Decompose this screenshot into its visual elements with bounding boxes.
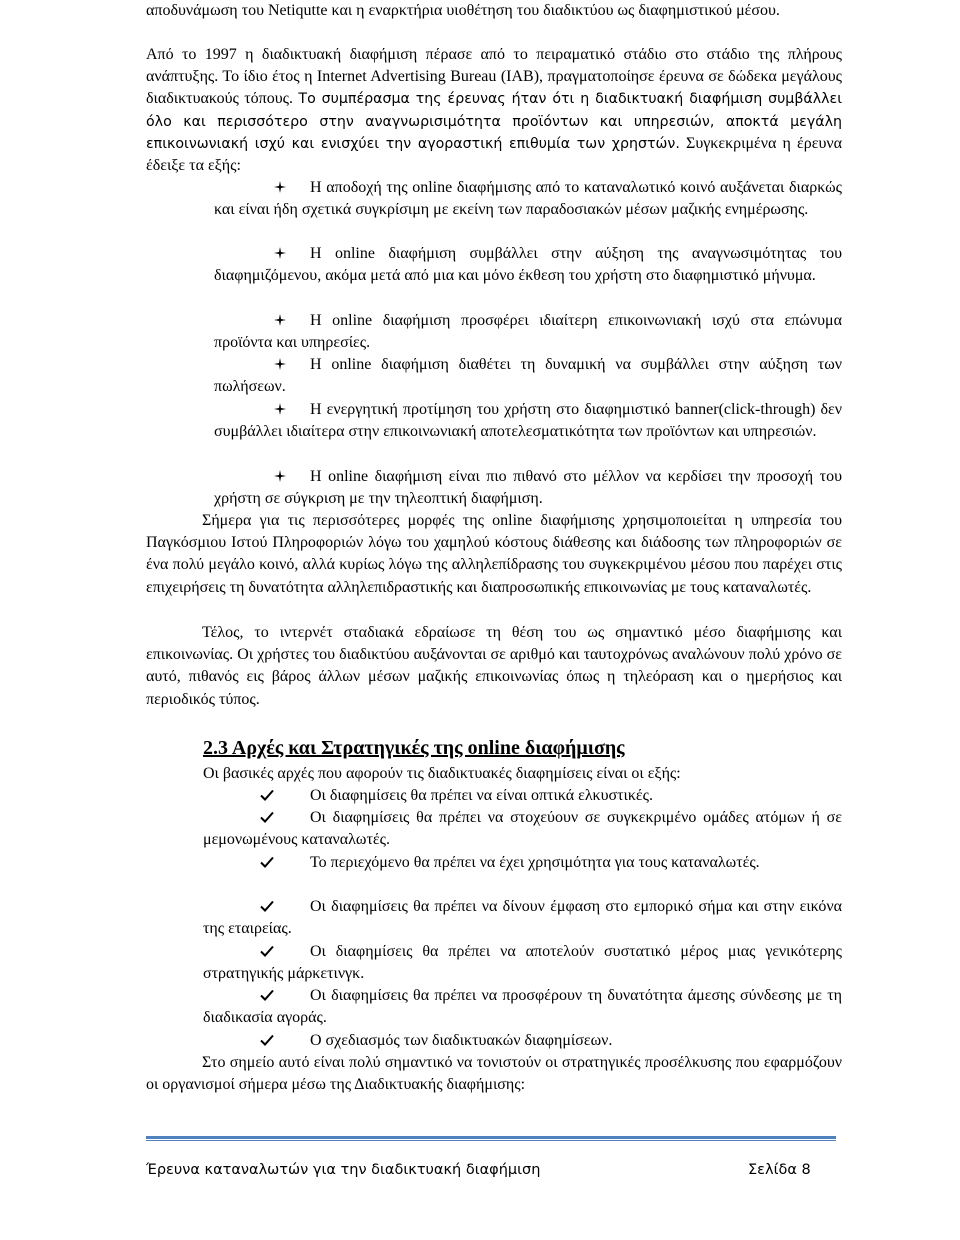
paragraph-iab [146, 44, 842, 177]
principle-item [203, 985, 842, 1029]
principle-item [203, 852, 842, 874]
section-heading: 2.3 Αρχές και Στρατηγικές της online διαφήμισης [203, 737, 625, 759]
finding-item [214, 177, 842, 221]
diamond-bullet-icon [274, 358, 286, 370]
checkmark-icon [260, 945, 274, 957]
checkmark-icon [260, 789, 274, 801]
paragraph-intro-continuation [146, 0, 842, 22]
paragraph-internet-medium [146, 622, 842, 711]
finding-item [214, 399, 842, 443]
paragraph-text: Στο σημείο αυτό είναι πολύ σημαντικό να τονιστούν οι στρατηγικές προσέλκυσης που εφαρμόζουν οι οργανισμοί σήμερα μέσω της Διαδικτυακής διαφήμισης: [146, 1054, 842, 1094]
checkmark-icon [260, 856, 274, 868]
section-intro [203, 763, 842, 785]
paragraph-iab-lead: Συγκεκριμένα η έρευνα έδειξε τα εξής: [146, 134, 843, 175]
principle-text: Το περιεχόμενο θα πρέπει να έχει χρησιμότητα για τους καταναλωτές. [310, 854, 760, 871]
principle-item [203, 896, 842, 940]
checkmark-icon [260, 900, 274, 912]
paragraph-text: αποδυνάμωση του Netiqutte και η εναρκτήρια υιοθέτηση του διαδικτύου ως διαφημιστικού μέσου. [146, 2, 780, 19]
finding-text: Η online διαφήμιση προσφέρει ιδιαίτερη επικοινωνιακή ισχύ στα επώνυμα προϊόντα και υπηρεσίες. [214, 312, 842, 352]
paragraph-iab-text: Από το 1997 η διαδικτυακή διαφήμιση πέρασε από το πειραματικό στάδιο στο στάδιο της πλήρους ανάπτυξης. Το ίδιο έτος η Internet Advertising Bureau (IAB), πραγματοποίησε έρευνα σε δώδεκα μεγάλους διαδικτυακούς τόπους. [146, 46, 842, 108]
diamond-bullet-icon [274, 181, 286, 193]
principle-text: Οι διαφημίσεις θα πρέπει να στοχεύουν σε συγκεκριμένο ομάδες ατόμων ή σε μεμονωμένους καταναλωτές. [203, 809, 842, 849]
finding-item [214, 243, 842, 287]
principle-item [203, 807, 842, 851]
footer-page-number: Σελίδα 8 [748, 1162, 811, 1178]
checkmark-icon [260, 989, 274, 1001]
footer-rule [146, 1136, 836, 1139]
paragraph-text: Σήμερα για τις περισσότερες μορφές της online διαφήμισης χρησιμοποιείται η υπηρεσία του Παγκόσμιου Ιστού Πληροφοριών λόγω του χαμηλού κόστους διάθεσης και διάδοσης των πληροφοριών σε ένα πολύ μεγάλο κοινό, αλλά κυρίως λόγω της αλληλεπίδρασης του συγκεκριμένου μέσου που παρέχει στις επιχειρήσεις τη δυνατότητα αλληλεπιδραστικής και διαπροσωπικής επικοινωνίας με τους καταναλωτές. [146, 512, 842, 596]
principle-item [203, 1030, 842, 1052]
finding-text: Η online διαφήμιση συμβάλλει στην αύξηση της αναγνωσιμότητας του διαφημιζόμενου, ακόμα μετά από μια και μόνο έκθεση του χρήστη στο διαφημιστικό μήνυμα. [214, 245, 842, 285]
checkmark-icon [260, 1034, 274, 1046]
principle-text: Οι διαφημίσεις θα πρέπει να είναι οπτικά ελκυστικές. [310, 787, 653, 804]
finding-item [214, 466, 842, 510]
finding-item [214, 354, 842, 398]
paragraph-text: Οι βασικές αρχές που αφορούν τις διαδικτυακές διαφημίσεις είναι οι εξής: [203, 765, 681, 782]
checkmark-icon [260, 811, 274, 823]
finding-text: Η online διαφήμιση είναι πιο πιθανό στο μέλλον να κερδίσει την προσοχή του χρήστη σε σύγκριση με την τηλεοπτική διαφήμιση. [214, 468, 842, 508]
finding-item [214, 310, 842, 354]
principle-text: Ο σχεδιασμός των διαδικτυακών διαφημίσεων. [310, 1032, 613, 1049]
principle-text: Οι διαφημίσεις θα πρέπει να προσφέρουν τη δυνατότητα άμεσης σύνδεσης με τη διαδικασία αγοράς. [203, 987, 842, 1027]
diamond-bullet-icon [274, 403, 286, 415]
principle-text: Οι διαφημίσεις θα πρέπει να αποτελούν συστατικό μέρος μιας γενικότερης στρατηγικής μάρκετινγκ. [203, 943, 842, 983]
principle-item [203, 785, 842, 807]
footer-title: Έρευνα καταναλωτών για την διαδικτυακή διαφήμιση [146, 1162, 541, 1178]
paragraph-closing [146, 1052, 842, 1096]
principle-text: Οι διαφημίσεις θα πρέπει να δίνουν έμφαση στο εμπορικό σήμα και στην εικόνα της εταιρείας. [203, 898, 842, 938]
diamond-bullet-icon [274, 314, 286, 326]
principle-item [203, 941, 842, 985]
diamond-bullet-icon [274, 470, 286, 482]
footer-rule-thin [146, 1140, 836, 1141]
paragraph-web-usage [146, 510, 842, 599]
finding-text: Η online διαφήμιση διαθέτει τη δυναμική να συμβάλλει στην αύξηση των πωλήσεων. [214, 356, 842, 396]
finding-text: Η αποδοχή της online διαφήμισης από το καταναλωτικό κοινό αυξάνεται διαρκώς και είναι ήδη σχετικά συγκρίσιμη με εκείνη των παραδοσιακών μέσων μαζικής ενημέρωσης. [214, 179, 842, 219]
paragraph-text: Τέλος, το ιντερνέτ σταδιακά εδραίωσε τη θέση του ως σημαντικό μέσο διαφήμισης και επικοινωνίας. Οι χρήστες του διαδικτύου αυξάνονται σε αριθμό και ταυτοχρόνως αναλώνουν πολύ χρόνο σε αυτό, πιθανός εις βάρος άλλων μέσων μαζικής επικοινωνίας όπως η τηλεόραση και ο ημερήσιος και περιοδικός τύπος. [146, 624, 842, 708]
finding-text: Η ενεργητική προτίμηση του χρήστη στο διαφημιστικό banner(click-through) δεν συμβάλλει ιδιαίτερα στην επικοινωνιακή αποτελεσματικότητα των προϊόντων και υπηρεσιών. [214, 401, 842, 441]
paragraph-iab-conclusion: Το συμπέρασμα της έρευνας ήταν ότι η διαδικτυακή διαφήμιση συμβάλλει όλο και περισσότερο στην αναγνωρισιμότητα προϊόντων και υπηρεσιών, αποκτά μεγάλη επικοινωνιακή ισχύ και ενισχύει την αγοραστική επιθυμία των χρηστών. [146, 91, 843, 152]
diamond-bullet-icon [274, 247, 286, 259]
